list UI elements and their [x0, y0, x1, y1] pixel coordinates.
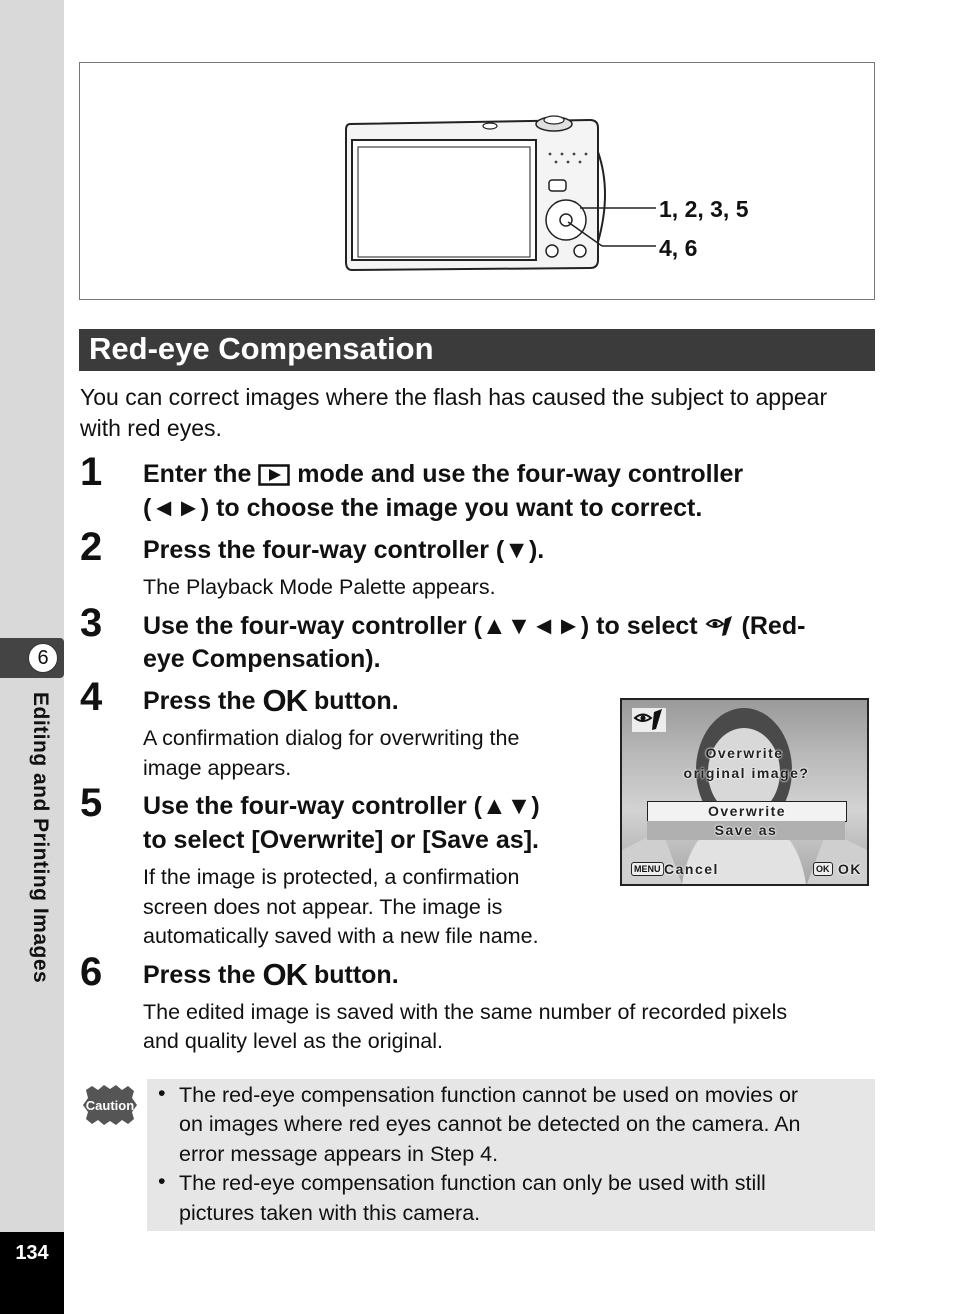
callout-steps-4-6: 4, 6 — [659, 235, 698, 261]
dialog-question-line2: original image? — [683, 765, 810, 781]
dialog-question-line1: Overwrite — [705, 745, 784, 761]
ok-label: OK — [838, 861, 862, 877]
step-heading-line1: Use the four-way controller (▲▼) — [143, 792, 540, 820]
step-number: 4 — [80, 675, 103, 719]
red-eye-mode-icon — [632, 708, 666, 732]
step-number: 5 — [80, 781, 103, 825]
step-number: 6 — [80, 950, 103, 994]
step-number: 2 — [80, 525, 103, 569]
step-heading-text: (Red- — [741, 612, 806, 640]
red-eye-icon — [705, 615, 735, 639]
step-heading-text: mode and use the four-way controller — [297, 460, 744, 488]
menu-key-icon[interactable]: MENU — [631, 862, 664, 876]
bullet: • — [158, 1081, 166, 1105]
step-heading-text: Use the four-way controller (▲▼◄►) to select — [143, 612, 698, 640]
step-heading-line2: eye Compensation). — [143, 645, 381, 673]
step-heading: Press the four-way controller (▼). — [143, 536, 545, 564]
step-heading-line2: to select [Overwrite] or [Save as]. — [143, 826, 539, 854]
step-heading — [143, 684, 399, 718]
chapter-number: 6 — [28, 643, 58, 673]
step-number: 3 — [80, 601, 103, 645]
step-body-line: screen does not appear. The image is — [143, 895, 503, 919]
step-heading — [143, 958, 399, 992]
step-heading — [143, 457, 873, 491]
step-heading-line2: (◄►) to choose the image you want to correct. — [143, 494, 703, 522]
caution-icon-label: Caution — [85, 1098, 135, 1113]
caution-item-line: The red-eye compensation function cannot be used on movies or — [179, 1083, 799, 1107]
step-body-line: and quality level as the original. — [143, 1029, 443, 1053]
bullet: • — [158, 1169, 166, 1193]
option-save-as-label: Save as — [714, 822, 778, 838]
step-heading — [143, 609, 805, 643]
step-body-line: image appears. — [143, 756, 292, 780]
step-heading-text: Enter the — [143, 460, 252, 488]
step-number: 1 — [80, 450, 103, 494]
section-title: Red-eye Compensation — [89, 331, 434, 366]
step-body-line: If the image is protected, a confirmation — [143, 865, 520, 889]
ok-button-icon: OK — [262, 683, 308, 718]
caution-item-line: on images where red eyes cannot be detected on the camera. An — [179, 1112, 801, 1136]
page-number: 134 — [15, 1242, 49, 1264]
option-save-as[interactable] — [647, 821, 845, 840]
caution-item-line: The red-eye compensation function can only be used with still — [179, 1171, 766, 1195]
playback-icon — [258, 464, 290, 486]
cancel-label: Cancel — [664, 861, 719, 877]
chapter-title: Editing and Printing Images — [29, 692, 52, 984]
step-body-line: A confirmation dialog for overwriting the — [143, 726, 520, 750]
intro-text: You can correct images where the flash has caused the subject to appear with red eyes. — [80, 384, 828, 441]
ok-button-icon: OK — [262, 957, 308, 992]
option-overwrite-label: Overwrite — [707, 803, 787, 819]
step-body: The Playback Mode Palette appears. — [143, 575, 496, 599]
step-heading-text: button. — [313, 961, 399, 989]
option-overwrite[interactable] — [647, 801, 847, 822]
caution-item-line: error message appears in Step 4. — [179, 1142, 499, 1166]
step-heading-text: Press the — [143, 687, 256, 715]
step-heading-text: Press the — [143, 961, 256, 989]
caution-item-line: pictures taken with this camera. — [179, 1201, 481, 1225]
caution-icon — [82, 1084, 138, 1126]
step-body-line: automatically saved with a new file name. — [143, 924, 539, 948]
step-heading-text: button. — [313, 687, 399, 715]
step-body-line: The edited image is saved with the same number of recorded pixels — [143, 1000, 788, 1024]
camera-lcd-screen — [620, 698, 869, 886]
ok-key-icon[interactable]: OK — [813, 862, 833, 876]
callout-steps-1-2-3-5: 1, 2, 3, 5 — [659, 196, 749, 222]
camera-illustration — [340, 112, 660, 277]
